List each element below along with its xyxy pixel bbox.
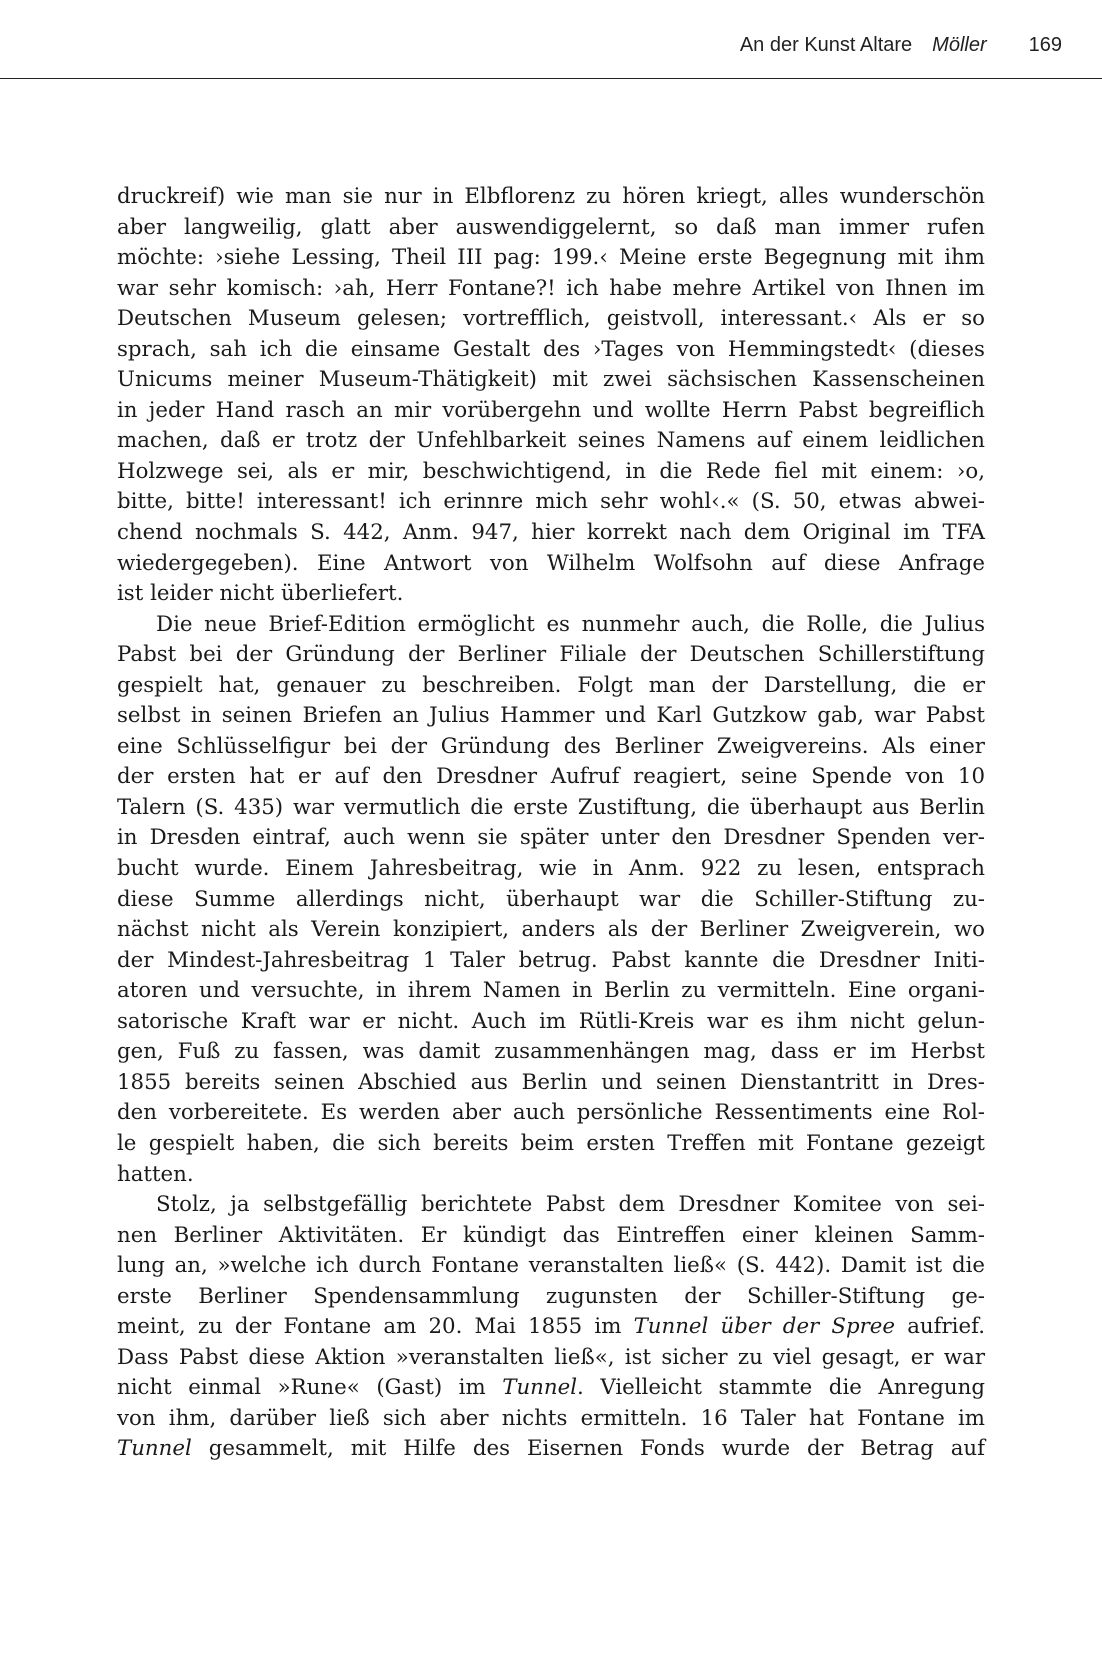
text-line xyxy=(117,915,985,946)
text-line xyxy=(117,1251,985,1282)
page-number: 169 xyxy=(1028,34,1062,56)
text-segment: hatten. xyxy=(117,1161,194,1187)
text-line xyxy=(117,549,985,580)
text-line xyxy=(117,1312,985,1343)
text-line xyxy=(117,610,985,641)
text-segment: nen Berliner Aktivitäten. Er kündigt das Eintreffen einer kleinen Samm- xyxy=(117,1222,985,1248)
text-line xyxy=(117,1190,985,1221)
text-line xyxy=(117,518,985,549)
text-line xyxy=(117,579,985,610)
running-head xyxy=(0,0,1102,79)
text-segment: war sehr komisch: ›ah, Herr Fontane?! ich habe mehre Artikel von Ihnen im xyxy=(117,275,985,301)
text-segment: den vorbereitete. Es werden aber auch persönliche Ressentiments eine Rol- xyxy=(117,1100,985,1126)
text-segment: möchte: ›siehe Lessing, Theil III pag: 199.‹ Meine erste Begegnung mit ihm xyxy=(117,245,985,271)
text-segment: der Mindest-Jahresbeitrag 1 Taler betrug. Pabst kannte die Dresdner Initi- xyxy=(117,947,985,973)
text-segment: diese Summe allerdings nicht, überhaupt war die Schiller-Stiftung zu- xyxy=(117,886,985,912)
text-segment: wiedergegeben). Eine Antwort von Wilhelm Wolfsohn auf diese Anfrage xyxy=(117,550,985,576)
text-line xyxy=(117,487,985,518)
text-segment: aufrief. xyxy=(895,1314,985,1340)
text-line xyxy=(117,1068,985,1099)
text-segment: gesammelt, mit Hilfe des Eisernen Fonds wurde der Betrag auf xyxy=(191,1436,985,1462)
text-line xyxy=(117,732,985,763)
text-segment: atoren und versuchte, in ihrem Namen in Berlin zu vermitteln. Eine organi- xyxy=(117,978,985,1004)
text-line xyxy=(117,274,985,305)
text-line xyxy=(117,182,985,213)
text-segment: in Dresden eintraf, auch wenn sie später unter den Dresdner Spenden ver- xyxy=(117,825,985,851)
text-line xyxy=(117,1373,985,1404)
italic-text: Tunnel xyxy=(502,1375,578,1401)
text-line xyxy=(117,640,985,671)
text-line xyxy=(117,243,985,274)
running-head-text xyxy=(740,34,1062,57)
text-segment: Talern (S. 435) war vermutlich die erste Zustiftung, die überhaupt aus Berlin xyxy=(117,794,985,820)
text-segment: nicht einmal »Rune« (Gast) im xyxy=(117,1375,503,1401)
text-line xyxy=(117,885,985,916)
paragraph xyxy=(117,610,985,1190)
text-segment: Deutschen Museum gelesen; vortrefflich, geistvoll, interessant.‹ Als er so xyxy=(117,306,985,332)
text-line xyxy=(117,976,985,1007)
text-segment: 1855 bereits seinen Abschied aus Berlin und seinen Dienstantritt in Dres- xyxy=(117,1069,985,1095)
text-line xyxy=(117,213,985,244)
text-segment: von ihm, darüber ließ sich aber nichts ermitteln. 16 Taler hat Fontane im xyxy=(117,1405,985,1431)
text-segment: satorische Kraft war er nicht. Auch im Rütli-Kreis war es ihm nicht gelun- xyxy=(117,1008,985,1034)
text-segment: Unicums meiner Museum-Thätigkeit) mit zwei sächsischen Kassenscheinen xyxy=(117,367,985,393)
text-segment: der ersten hat er auf den Dresdner Aufruf reagiert, seine Spende von 10 xyxy=(117,764,985,790)
text-line xyxy=(117,1343,985,1374)
text-line xyxy=(117,1434,985,1465)
text-line xyxy=(117,1221,985,1252)
text-segment: aber langweilig, glatt aber auswendiggelernt, so daß man immer rufen xyxy=(117,214,985,240)
text-segment: druckreif) wie man sie nur in Elbflorenz zu hören kriegt, alles wunderschön xyxy=(117,184,985,209)
text-segment: sprach, sah ich die einsame Gestalt des ›Tages von Hemmingstedt‹ (dieses xyxy=(117,336,985,362)
text-segment: bucht wurde. Einem Jahresbeitrag, wie in Anm. 922 zu lesen, entsprach xyxy=(117,856,985,882)
text-segment: Stolz, ja selbstgefällig berichtete Pabst dem Dresdner Komitee von sei- xyxy=(156,1192,985,1218)
text-line xyxy=(117,365,985,396)
text-segment: le gespielt haben, die sich bereits beim ersten Treffen mit Fontane gezeigt xyxy=(117,1130,985,1156)
text-line xyxy=(117,793,985,824)
text-segment: gen, Fuß zu fassen, was damit zusammenhängen mag, dass er im Herbst xyxy=(117,1039,985,1065)
text-segment: bitte, bitte! interessant! ich erinnre mich sehr wohl‹.« (S. 50, etwas abwei- xyxy=(117,489,985,515)
text-line xyxy=(117,1098,985,1129)
text-line xyxy=(117,1037,985,1068)
text-line xyxy=(117,701,985,732)
text-line xyxy=(117,1007,985,1038)
text-line xyxy=(117,1404,985,1435)
text-segment: gespielt hat, genauer zu beschreiben. Folgt man der Darstellung, die er xyxy=(117,672,985,698)
text-segment: lung an, »welche ich durch Fontane veranstalten ließ« (S. 442). Damit ist die xyxy=(117,1253,985,1279)
text-line xyxy=(117,823,985,854)
paragraph xyxy=(117,1190,985,1465)
text-line xyxy=(117,457,985,488)
text-segment: nächst nicht als Verein konzipiert, anders als der Berliner Zweigverein, wo xyxy=(117,917,985,943)
italic-text: Tunnel über der Spree xyxy=(633,1314,896,1340)
body-text xyxy=(117,182,985,1465)
text-segment: Holzwege sei, als er mir, beschwichtigend, in die Rede fiel mit einem: ›o, xyxy=(117,458,985,484)
text-segment: chend nochmals S. 442, Anm. 947, hier korrekt nach dem Original im TFA xyxy=(117,520,985,546)
text-line xyxy=(117,946,985,977)
text-segment: selbst in seinen Briefen an Julius Hammer und Karl Gutzkow gab, war Pabst xyxy=(117,703,985,729)
text-segment: meint, zu der Fontane am 20. Mai 1855 im xyxy=(117,1314,634,1340)
text-segment: Pabst bei der Gründung der Berliner Filiale der Deutschen Schillerstiftung xyxy=(117,642,985,668)
text-line xyxy=(117,304,985,335)
text-segment: in jeder Hand rasch an mir vorübergehn und wollte Herrn Pabst begreiflich xyxy=(117,397,985,423)
text-segment: . Vielleicht stammte die Anregung xyxy=(577,1375,985,1401)
running-head-author: Möller xyxy=(932,34,987,56)
running-head-title: An der Kunst Altare xyxy=(739,34,913,56)
text-segment: Dass Pabst diese Aktion »veranstalten ließ«, ist sicher zu viel gesagt, er war xyxy=(117,1344,985,1370)
text-line xyxy=(117,671,985,702)
text-line xyxy=(117,854,985,885)
text-line xyxy=(117,1160,985,1191)
text-line xyxy=(117,426,985,457)
text-line xyxy=(117,335,985,366)
text-segment: ist leider nicht überliefert. xyxy=(117,581,404,607)
text-line xyxy=(117,1282,985,1313)
italic-text: Tunnel xyxy=(117,1436,192,1462)
text-line xyxy=(117,1129,985,1160)
text-segment: Die neue Brief-Edition ermöglicht es nunmehr auch, die Rolle, die Julius xyxy=(156,611,985,637)
text-segment: machen, daß er trotz der Unfehlbarkeit seines Namens auf einem leidlichen xyxy=(117,428,985,454)
paragraph xyxy=(117,182,985,610)
text-line xyxy=(117,396,985,427)
text-segment: eine Schlüsselfigur bei der Gründung des Berliner Zweigvereins. Als einer xyxy=(117,733,985,759)
text-line xyxy=(117,762,985,793)
text-segment: erste Berliner Spendensammlung zugunsten der Schiller-Stiftung ge- xyxy=(117,1283,985,1309)
